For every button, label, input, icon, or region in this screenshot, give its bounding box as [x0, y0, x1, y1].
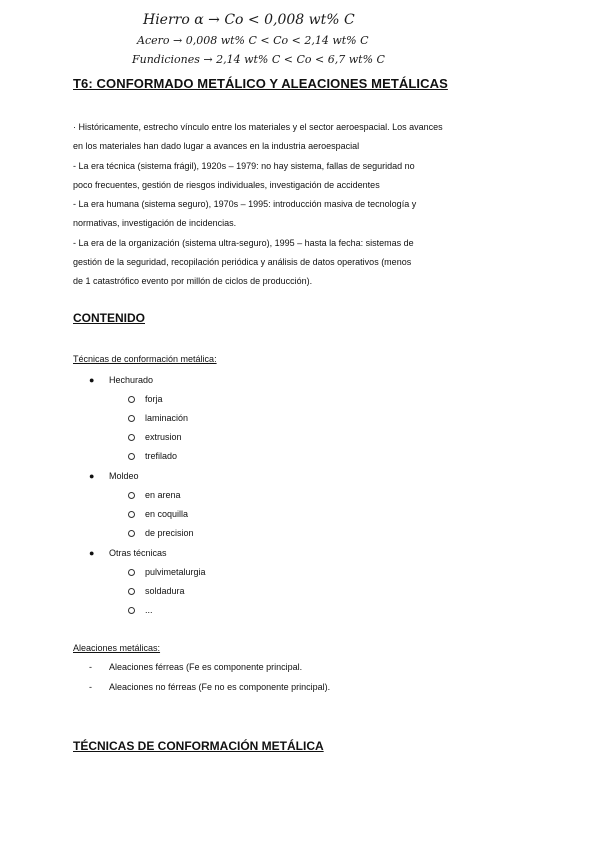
intro-line: normativas, investigación de incidencias. [73, 218, 237, 229]
bullet-hollow-icon [128, 511, 135, 518]
intro-line: poco frecuentes, gestión de riesgos individuales, investigación de accidentes [73, 179, 380, 190]
bullet-hollow-icon [128, 492, 135, 499]
document-page: Hierro α → Co < 0,008 wt% C Acero → 0,008 wt% C < Co < 2,14 wt% C Fundiciones → 2,14 wt% C < Co < 6,7 wt% C T6: CONFORMADO METÁLICO Y ALEACIONES METÁLICAS · Históricamente, estrecho vínculo entre los materiales y el sector aeroespacial. Los avances en los materiales han dado lugar a avances en la industria aeroespacial - La era técnica (sistema frágil), 1920s – 1979: no hay sistema, fallas de seguridad no poco frecuentes, gestión de riesgos individuales, investigación de accidentes - La era humana (sistema seguro), 1970s – 1995: introducción masiva de tecnología y normativas, investigación de incidencias. - La era de la organización (sistema ultra-seguro), 1995 – hasta la fecha: sistemas de gestión de la seguridad, recopilación periódica y análisis de datos operativos (menos de 1 catastrófico evento por millón de ciclos de producción). CONTENIDO Técnicas de conformación metálica: ● Hechurado forja laminación extrusion trefilado ● Moldeo en arena en coquilla de precision ● Otras técnicas pulvimetalurgia soldadura ... Aleaciones metálicas: - Aleaciones férreas (Fe es componente principal. - Aleaciones no férreas (Fe no es componente principal). TÉCNICAS DE CONFORMACIÓN METÁLICA [0, 0, 600, 848]
bullet-filled-icon: ● [89, 471, 95, 481]
bullet-filled-icon: ● [89, 548, 95, 558]
document-title: T6: CONFORMADO METÁLICO Y ALEACIONES METÁLICAS [73, 76, 448, 91]
bullet-hollow-icon [128, 530, 135, 537]
bullet-hollow-icon [128, 415, 135, 422]
intro-line: - La era técnica (sistema frágil), 1920s – 1979: no hay sistema, fallas de seguridad no [73, 160, 415, 171]
intro-line: de 1 catastrófico evento por millón de ciclos de producción). [73, 276, 313, 287]
bullet-hollow-icon [128, 607, 135, 614]
intro-line: - La era humana (sistema seguro), 1970s – 1995: introducción masiva de tecnología y [73, 199, 417, 210]
bullet-hollow-icon [128, 569, 135, 576]
contenido-heading: CONTENIDO [73, 311, 145, 325]
handwritten-note-acero: Acero → 0,008 wt% C < Co < 2,14 wt% C [137, 34, 369, 47]
bullet-hollow-icon [128, 588, 135, 595]
handwritten-note-fundiciones: Fundiciones → 2,14 wt% C < Co < 6,7 wt% C [132, 53, 385, 66]
dash-bullet-icon: - [89, 682, 92, 692]
bullet-hollow-icon [128, 396, 135, 403]
section-heading: TÉCNICAS DE CONFORMACIÓN METÁLICA [73, 739, 324, 753]
intro-line: · Históricamente, estrecho vínculo entre los materiales y el sector aeroespacial. Los avances [73, 122, 443, 132]
tecnicas-subheading: Técnicas de conformación metálica: [73, 354, 217, 364]
aleaciones-subheading: Aleaciones metálicas: [73, 643, 161, 653]
bullet-hollow-icon [128, 434, 135, 441]
bullet-filled-icon: ● [89, 375, 95, 385]
intro-line: gestión de la seguridad, recopilación periódica y análisis de datos operativos (menos [73, 257, 412, 268]
intro-line: - La era de la organización (sistema ultra-seguro), 1995 – hasta la fecha: sistemas de [73, 237, 414, 248]
handwritten-note-hierro: Hierro α → Co < 0,008 wt% C [143, 12, 355, 28]
intro-paragraph [73, 118, 473, 292]
bullet-hollow-icon [128, 453, 135, 460]
dash-bullet-icon: - [89, 662, 92, 672]
intro-line: en los materiales han dado lugar a avances en la industria aeroespacial [73, 141, 360, 152]
